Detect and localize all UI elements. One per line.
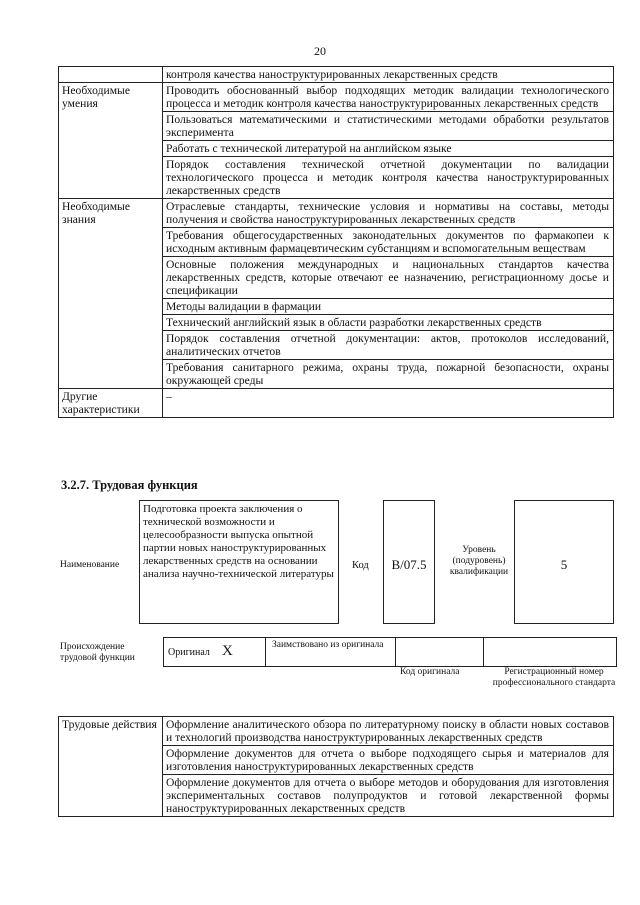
- other-value: –: [163, 389, 614, 418]
- borrowed-cell: [266, 638, 396, 666]
- other-label: Другие характеристики: [59, 389, 163, 418]
- skill-item: Проводить обоснованный выбор подходящих методик валидации технологического процесса и методик контроля качества наноструктурированных лекарственных средств: [163, 83, 614, 112]
- original-code-cell: [396, 638, 484, 666]
- actions-table: [58, 716, 614, 817]
- level-label: Уровень (подуровень) квалификации: [449, 545, 509, 577]
- table-row: [59, 717, 614, 746]
- knowledge-label: Необходимые знания: [59, 199, 163, 389]
- origin-label: Происхождение трудовой функции: [60, 642, 135, 663]
- knowledge-item: Технический английский язык в области разработки лекарственных средств: [163, 315, 614, 331]
- table-row: [59, 389, 614, 418]
- skill-item: Работать с технической литературой на английском языке: [163, 141, 614, 157]
- code-label: Код: [352, 560, 369, 571]
- borrowed-label: Заимствовано из оригинала: [272, 640, 384, 650]
- name-value: Подготовка проекта заключения о технической возможности и целесообразности выпуска опытной партии новых наноструктурированных лекарственных средств на основании анализа научно-технической литературы: [139, 500, 339, 624]
- original-label: Оригинал: [168, 647, 210, 658]
- reg-number-label: Регистрационный номер профессионального стандарта: [492, 667, 616, 688]
- skills-label: Необходимые умения: [59, 83, 163, 199]
- code-value: B/07.5: [383, 500, 435, 624]
- table-row: [59, 67, 614, 83]
- name-label: Наименование: [60, 560, 120, 570]
- table-row: [59, 199, 614, 228]
- skill-item: Пользоваться математическими и статистическими методами обработки результатов эксперимента: [163, 112, 614, 141]
- table-row: [59, 83, 614, 112]
- knowledge-item: Методы валидации в фармации: [163, 299, 614, 315]
- knowledge-item: Порядок составления отчетной документации: актов, протоколов исследований, аналитических отчетов: [163, 331, 614, 360]
- knowledge-item: Основные положения международных и национальных стандартов качества лекарственных средств, которые отвечают ее назначению, регистрационному досье и спецификации: [163, 257, 614, 299]
- action-item: Оформление аналитического обзора по литературному поиску в области новых составов и технологий производства наноструктурированных лекарственных средств: [163, 717, 614, 746]
- continuation-text: контроля качества наноструктурированных лекарственных средств: [163, 67, 614, 83]
- page-number: 20: [314, 44, 326, 58]
- empty-label-cell: [59, 67, 163, 83]
- actions-label: Трудовые действия: [59, 717, 163, 817]
- level-value: 5: [514, 500, 614, 624]
- action-item: Оформление документов для отчета о выборе подходящего сырья и материалов для изготовления наноструктурированных лекарственных средств: [163, 746, 614, 775]
- original-mark: X: [222, 643, 233, 659]
- knowledge-item: Требования общегосударственных законодательных документов по фармакопеи к исходным активным фармацевтическим субстанциям и вспомогательным веществам: [163, 228, 614, 257]
- action-item: Оформление документов для отчета о выборе методов и оборудования для изготовления экспериментальных составов полупродуктов и готовой лекарственной формы наноструктурированных лекарственных средств: [163, 775, 614, 817]
- reg-number-cell: [484, 638, 616, 666]
- knowledge-item: Отраслевые стандарты, технические условия и нормативы на составы, методы получения и свойства наноструктурированных лекарственных средств: [163, 199, 614, 228]
- skill-item: Порядок составления технической отчетной документации по валидации технологического процесса и методик контроля качества наноструктурированных лекарственных средств: [163, 157, 614, 199]
- original-code-label: Код оригинала: [400, 667, 460, 677]
- original-cell: [164, 638, 266, 666]
- origin-row: [163, 637, 617, 667]
- section-title: 3.2.7. Трудовая функция: [61, 478, 198, 492]
- knowledge-item: Требования санитарного режима, охраны труда, пожарной безопасности, охраны окружающей среды: [163, 360, 614, 389]
- requirements-table: [58, 66, 614, 418]
